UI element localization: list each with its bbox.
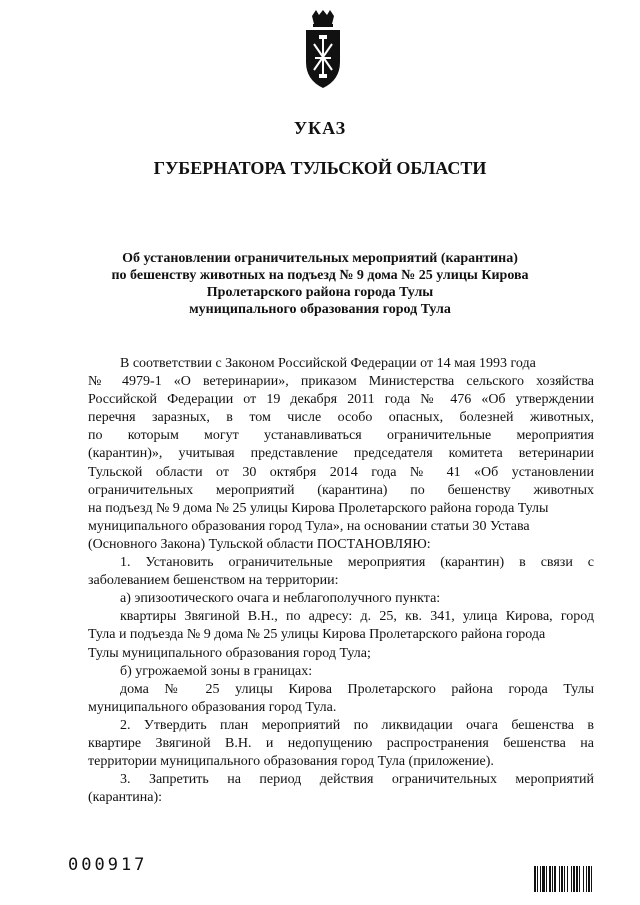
subject-line: муниципального образования город Тула [189,302,451,317]
body-line: (карантин)», учитывая представление председателя комитета ветеринарии [88,446,594,462]
body-line: квартиры Звягиной В.Н., по адресу: д. 25, кв. 341, улица Кирова, город [120,609,594,625]
body-line: муниципального образования город Тула», на основании статьи 30 Устава [88,518,530,534]
body-line: а) эпизоотического очага и неблагополучного пункта: [120,591,441,607]
document-title: УКАЗ [293,118,347,138]
subject-line: Об установлении ограничительных мероприятий (карантина) [122,251,518,266]
body-line: квартире Звягиной В.Н. и недопущению распространения бешенства на [88,735,594,751]
body-line: (карантина): [88,790,163,806]
document-subject [90,250,550,318]
body-line: перечня заразных, в том числе особо опасных, болезней животных, [88,410,594,426]
body-line: на подъезд № 9 дома № 25 улицы Кирова Пролетарского района города Тулы [88,500,549,516]
barcode-icon [534,866,626,892]
body-line: дома № 25 улицы Кирова Пролетарского района города Тулы [120,681,594,697]
tula-coat-of-arms-icon [302,10,344,90]
body-line: Тулы муниципального образования город Тула; [88,645,371,661]
body-line: Тула и подъезда № 9 дома № 25 улицы Кирова Пролетарского района города [88,627,546,643]
body-line: территории муниципального образования город Тула (приложение). [88,754,494,770]
body-line: муниципального образования город Тула. [88,699,337,715]
body-line: Тульской области от 30 октября 2014 года № 41 «Об установлении [88,464,594,480]
subject-line: по бешенству животных на подъезд № 9 дома № 25 улицы Кирова [111,268,529,283]
body-line: № 4979-1 «О ветеринарии», приказом Министерства сельского хозяйства [88,374,594,390]
document-body [88,355,594,807]
subject-line: Пролетарского района города Тулы [206,285,434,300]
body-line: 1. Установить ограничительные мероприятия (карантин) в связи с [120,555,594,571]
body-line: В соответствии с Законом Российской Федерации от 14 мая 1993 года [120,356,536,371]
body-line: заболеванием бешенством на территории: [88,573,339,589]
body-line: по которым могут устанавливаться ограничительные мероприятия [88,428,594,444]
serial-number: 000917 [68,855,148,875]
body-line: Российской Федерации от 19 декабря 2011 года № 476 «Об утверждении [88,392,594,408]
body-line: 3. Запретить на период действия ограничительных мероприятий [120,772,594,788]
body-line: 2. Утвердить план мероприятий по ликвидации очага бешенства в [120,717,594,733]
body-line: (Основного Закона) Тульской области ПОСТАНОВЛЯЮ: [88,536,431,552]
body-line: ограничительных мероприятий (карантина) по бешенству животных [88,482,594,498]
document-subtitle: ГУБЕРНАТОРА ТУЛЬСКОЙ ОБЛАСТИ [153,158,487,178]
body-line: б) угрожаемой зоны в границах: [120,663,313,679]
